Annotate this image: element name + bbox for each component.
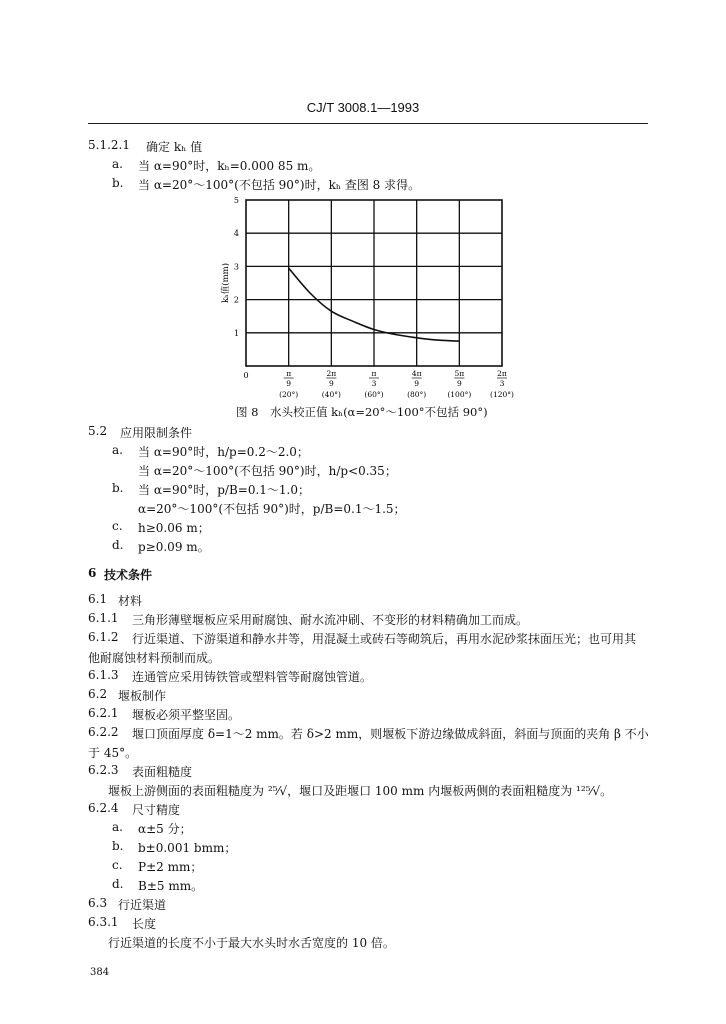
section-6-2-4-title: 尺寸精度 (132, 803, 181, 817)
x-tick-degree-label: (100°) (447, 390, 472, 399)
x-tick-denominator: 9 (286, 379, 292, 388)
item-label: d. (112, 877, 124, 891)
section-6-2-1-text: 堰板必须平整坚固。 (132, 708, 241, 722)
x-tick-degree-label: (40°) (321, 390, 341, 399)
x-tick-degree-label: (120°) (490, 390, 514, 399)
x-tick-degree-label: (80°) (407, 390, 427, 399)
section-6-2-3-number: 6.2.3 (88, 763, 119, 777)
item-text: 当 α=90°时，h/p=0.2～2.0； (138, 445, 309, 459)
item-label: d. (112, 538, 124, 552)
item-text: 当 α=90°时，kₕ=0.000 85 m。 (138, 159, 321, 173)
x-tick-numerator: 2π (326, 369, 337, 378)
x-tick-denominator: 9 (414, 379, 420, 388)
section-6-1-2-number: 6.1.2 (88, 630, 119, 644)
section-5-2-title: 应用限制条件 (120, 426, 193, 440)
section-6-2-3-text: 堰板上游侧面的表面粗糙度为 ²⁵⁄√，堰口及距堰口 100 mm 内堰板两侧的表面粗糙度为 ¹²⁵⁄√。 (108, 784, 613, 798)
item-text: 当 α=20°～100°(不包括 90°)时，h/p<0.35； (138, 464, 397, 478)
item-text: P±2 mm； (138, 860, 203, 874)
section-6-1-1-text: 三角形薄壁堰板应采用耐腐蚀、耐水流冲刷、不变形的材料精确加工而成。 (132, 613, 529, 627)
x-tick-denominator: 3 (371, 379, 377, 388)
item-label: a. (112, 820, 123, 834)
item-text: h≥0.06 m； (138, 521, 210, 535)
x-tick-degree-label: (60°) (364, 390, 384, 399)
y-tick-label: 4 (233, 229, 239, 239)
item-text: b±0.001 bmm； (138, 841, 237, 855)
section-6-3-title: 行近渠道 (118, 898, 167, 912)
section-6-2-2-text-cont: 于 45°。 (88, 746, 138, 760)
section-5-1-2-1-title: 确定 kₕ 值 (146, 140, 203, 154)
section-6-1-3-text: 连通管应采用铸铁管或塑料管等耐腐蚀管道。 (132, 670, 373, 684)
y-axis-label: kₕ值(mm) (221, 262, 231, 304)
y-tick-label: 1 (233, 328, 239, 338)
item-label: c. (112, 858, 123, 872)
x-tick-numerator: π (286, 369, 292, 378)
item-label: a. (112, 443, 123, 457)
section-6-2-number: 6.2 (88, 687, 108, 701)
x-tick-denominator: 9 (456, 379, 462, 388)
section-5-1-2-1-number: 5.1.2.1 (88, 138, 130, 152)
figure-caption: 图 8 水头校正值 kₕ(α=20°～100°不包括 90°) (236, 405, 488, 419)
item-label: b. (112, 176, 124, 190)
section-6-3-1-title: 长度 (132, 917, 157, 931)
x-tick-denominator: 3 (499, 379, 505, 388)
section-6-3-1-number: 6.3.1 (88, 915, 119, 929)
section-6-1-2-text-cont: 他耐腐蚀材料预制而成。 (88, 651, 221, 665)
item-text: p≥0.09 m。 (138, 540, 210, 554)
item-label: a. (112, 157, 123, 171)
section-5-2-number: 5.2 (88, 424, 108, 438)
section-6-2-2-number: 6.2.2 (88, 725, 119, 739)
section-6-3-number: 6.3 (88, 896, 108, 910)
item-text: α=20°～100°(不包括 90°)时，p/B=0.1～1.5； (138, 502, 406, 516)
section-6-2-4-number: 6.2.4 (88, 801, 119, 815)
x-tick-numerator: π (371, 369, 377, 378)
item-text: 当 α=20°～100°(不包括 90°)时，kₕ 查图 8 求得。 (138, 178, 421, 192)
item-text: B±5 mm。 (138, 879, 204, 893)
item-label: b. (112, 481, 124, 495)
section-6-3-1-text: 行近渠道的长度不小于最大水头时水舌宽度的 10 倍。 (108, 936, 395, 950)
x-tick-numerator: 2π (497, 369, 507, 378)
section-6-1-title: 材料 (118, 594, 143, 608)
item-text: 当 α=90°时，p/B=0.1～1.0； (138, 483, 311, 497)
section-6-1-number: 6.1 (88, 592, 108, 606)
y-tick-label: 3 (233, 262, 239, 272)
y-tick-label: 5 (233, 196, 239, 205)
x-tick-numerator: 5π (454, 369, 465, 378)
section-6-1-2-text: 行近渠道、下游渠道和静水井等，用混凝土或砖石等砌筑后，再用水泥砂浆抹面压光；也可用其 (132, 632, 637, 646)
item-label: c. (112, 519, 123, 533)
section-6-1-1-number: 6.1.1 (88, 611, 119, 625)
x-tick-denominator: 9 (328, 379, 334, 388)
item-label: b. (112, 839, 124, 853)
x-tick-numerator: 4π (411, 369, 422, 378)
section-6-2-2-text: 堰口顶面厚度 δ=1～2 mm。若 δ>2 mm，则堰板下游边缘做成斜面，斜面与顶面的夹角 β 不小 (132, 727, 649, 741)
header-rule (88, 123, 648, 124)
x-tick-label: 0 (243, 371, 249, 380)
section-6-title: 技术条件 (104, 568, 153, 582)
section-6-number: 6 (88, 566, 97, 580)
header-standard-number: CJ/T 3008.1—1993 (306, 100, 420, 115)
section-6-2-3-title: 表面粗糙度 (132, 765, 193, 779)
page-number: 384 (90, 967, 110, 978)
section-6-2-1-number: 6.2.1 (88, 706, 119, 720)
figure-8-chart (210, 190, 540, 405)
section-6-2-title: 堰板制作 (118, 689, 167, 703)
y-tick-label: 2 (233, 295, 239, 305)
x-tick-degree-label: (20°) (279, 390, 299, 399)
section-6-1-3-number: 6.1.3 (88, 668, 119, 682)
item-text: α±5 分； (138, 822, 192, 836)
